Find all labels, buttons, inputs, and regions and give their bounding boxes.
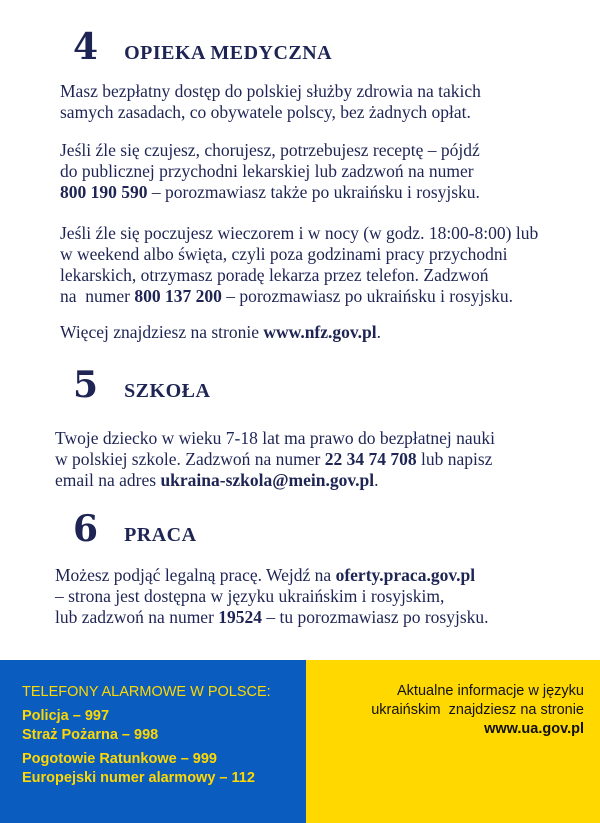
alarm-line-fire: Straż Pożarna – 998	[22, 727, 159, 743]
section-4-paragraph-4: Więcej znajdziesz na stronie www.nfz.gov.pl.	[60, 322, 382, 342]
section-number: 6	[73, 508, 99, 550]
section-4-heading	[73, 26, 332, 68]
section-4-paragraph-2: Jeśli źle się czujesz, chorujesz, potrzebujesz receptę – pójdź do publicznej przychodni lekarskiej lub zadzwoń na numer 800 190 590 – porozmawiasz także po ukraińsku i rosyjsku.	[60, 140, 480, 202]
phone-number: 800 190 590	[60, 182, 148, 202]
section-5-paragraph: Twoje dziecko w wieku 7-18 lat ma prawo do bezpłatnej nauki w polskiej szkole. Zadzwoń na numer 22 34 74 708 lub napisz email na adres ukraina-szkola@mein.gov.pl.	[55, 428, 496, 490]
praca-link[interactable]: oferty.praca.gov.pl	[335, 565, 476, 585]
section-number: 5	[73, 364, 99, 406]
info-panel	[306, 660, 600, 823]
nfz-link[interactable]: www.nfz.gov.pl	[263, 322, 377, 342]
alarm-title: TELEFONY ALARMOWE W POLSCE:	[22, 684, 271, 700]
alarm-line-ambulance: Pogotowie Ratunkowe – 999	[22, 751, 217, 767]
info-text: Aktualne informacje w języku ukraińskim znajdziesz na stronie www.ua.gov.pl	[371, 683, 584, 737]
section-4-paragraph-1: Masz bezpłatny dostęp do polskiej służby zdrowia na takich samych zasadach, co obywatele polscy, bez żadnych opłat.	[60, 81, 481, 122]
section-5-heading	[73, 364, 210, 406]
alarm-line-police: Policja – 997	[22, 708, 110, 724]
section-6-paragraph: Możesz podjąć legalną pracę. Wejdź na oferty.praca.gov.pl – strona jest dostępna w języku ukraińskim i rosyjskim, lub zadzwoń na numer 19524 – tu porozmawiasz po rosyjsku.	[55, 565, 489, 627]
email-link[interactable]: ukraina-szkola@mein.gov.pl	[160, 470, 375, 490]
ua-gov-link[interactable]: www.ua.gov.pl	[484, 721, 584, 737]
section-number: 4	[73, 26, 99, 68]
section-title: SZKOŁA	[124, 380, 211, 402]
section-6-heading	[73, 508, 197, 550]
section-title: PRACA	[124, 524, 197, 546]
alarm-numbers-panel	[0, 660, 306, 823]
section-title: OPIEKA MEDYCZNA	[124, 42, 333, 64]
section-4-paragraph-3: Jeśli źle się poczujesz wieczorem i w nocy (w godz. 18:00-8:00) lub w weekend albo święta, czyli poza godzinami pracy przychodni lekarskich, otrzymasz poradę lekarza przez telefon. Zadzwoń na numer 800 137 200 – porozmawiasz po ukraińsku i rosyjsku.	[60, 223, 539, 306]
phone-number: 800 137 200	[134, 286, 222, 306]
phone-number: 22 34 74 708	[324, 449, 417, 469]
alarm-line-european: Europejski numer alarmowy – 112	[22, 770, 255, 786]
phone-number: 19524	[218, 607, 263, 627]
